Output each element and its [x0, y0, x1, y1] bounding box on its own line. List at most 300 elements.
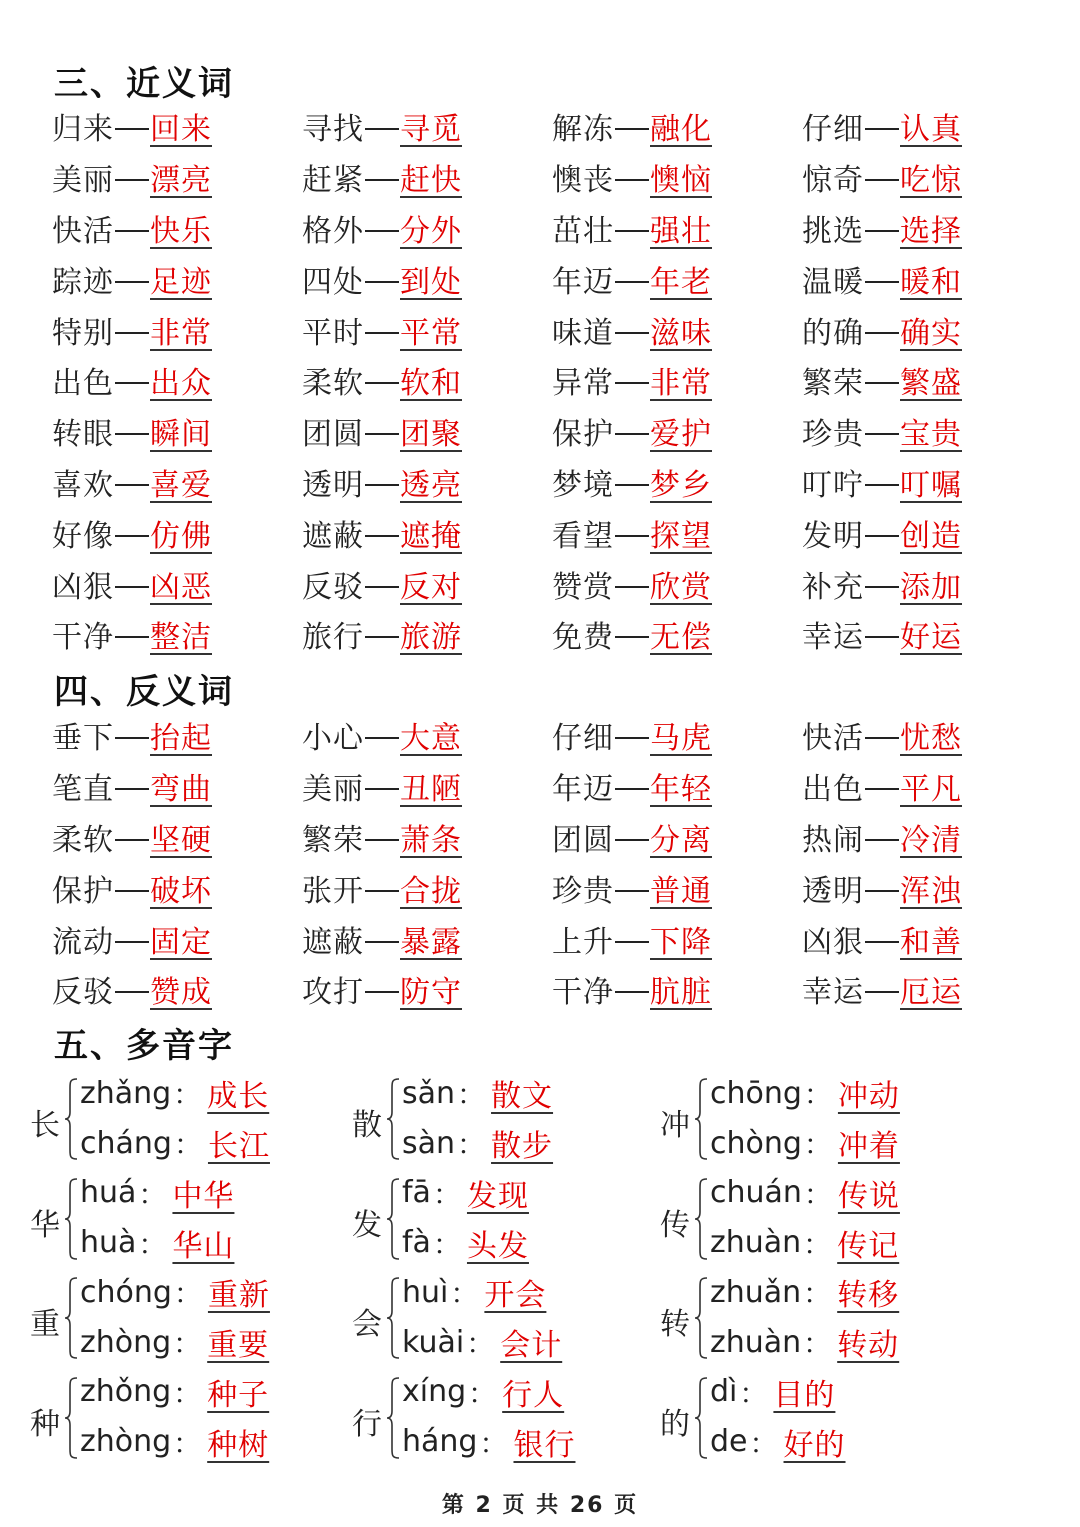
answer-word: 喜爱 [150, 467, 212, 503]
dash-separator [365, 535, 399, 537]
colon: ： [450, 1277, 479, 1310]
polyphone-reading [80, 1317, 269, 1367]
base-word: 透明 [302, 467, 364, 503]
answer-word: 梦乡 [650, 467, 712, 503]
dash-separator [615, 788, 649, 790]
polyphone-entry [30, 1369, 352, 1469]
polyphone-reading [80, 1267, 270, 1317]
polyphone-char: 种 [30, 1406, 60, 1442]
polyphone-entry [30, 1070, 352, 1170]
colon: ： [138, 1177, 167, 1211]
dash-separator [115, 941, 149, 943]
word-pair [52, 163, 302, 199]
pinyin: sǎn [402, 1075, 456, 1111]
polyphone-reading [402, 1417, 575, 1467]
answer-word: 繁盛 [900, 366, 962, 402]
dash-separator [615, 230, 649, 232]
answer-word: 非常 [150, 315, 212, 351]
base-word: 幸运 [802, 620, 864, 656]
word-pair [52, 366, 302, 402]
answer-word: 肮脏 [650, 975, 712, 1011]
colon: ： [803, 1177, 832, 1211]
base-word: 小心 [302, 721, 364, 757]
polyphone-reading [710, 1267, 899, 1317]
word-pair [552, 772, 802, 808]
pair-row [52, 511, 1052, 562]
example-word: 散步 [491, 1129, 554, 1164]
word-pair [802, 163, 1052, 199]
answer-word: 萧条 [400, 822, 462, 858]
word-pair [302, 112, 552, 148]
brace-icon [386, 1277, 400, 1359]
answer-word: 滋味 [650, 315, 712, 351]
colon: ： [173, 1327, 202, 1360]
word-pair [52, 772, 302, 808]
polyphone-entry [660, 1170, 1060, 1270]
pinyin: zhǒng [80, 1374, 172, 1409]
dash-separator [865, 535, 899, 537]
polyphone-entry [30, 1269, 352, 1369]
base-word: 反驳 [302, 569, 364, 605]
polyphone-reading [80, 1118, 270, 1168]
pinyin: chuán [710, 1175, 802, 1210]
colon: ： [173, 1376, 202, 1410]
brace-icon [694, 1178, 708, 1260]
word-pair [552, 417, 802, 453]
base-word: 异常 [552, 366, 614, 402]
answer-word: 爱护 [650, 417, 712, 453]
answer-word: 防守 [400, 975, 462, 1011]
dash-separator [615, 636, 649, 638]
answer-word: 遮掩 [400, 518, 462, 554]
polyphone-reading [80, 1218, 234, 1268]
word-pair [802, 721, 1052, 757]
brace-icon [64, 1277, 78, 1359]
answer-word: 懊恼 [650, 163, 712, 199]
answer-word: 寻觅 [400, 112, 462, 148]
polyphone-char: 长 [30, 1108, 60, 1143]
example-word: 冲动 [837, 1079, 900, 1114]
synonyms-list [52, 105, 1052, 664]
dash-separator [115, 230, 149, 232]
polyphone-reading [710, 1168, 900, 1218]
base-word: 寻找 [302, 112, 364, 148]
brace-icon [694, 1377, 708, 1459]
colon: ： [173, 1128, 202, 1161]
dash-separator [365, 382, 399, 384]
example-word: 重要 [207, 1328, 270, 1363]
base-word: 团圆 [552, 822, 614, 858]
word-pair [302, 417, 552, 453]
polyphone-char: 重 [30, 1307, 60, 1342]
pair-row [52, 562, 1052, 613]
word-pair [802, 620, 1052, 656]
word-pair [302, 975, 552, 1011]
base-word: 梦境 [552, 467, 614, 503]
pair-row [52, 308, 1052, 359]
answer-word: 固定 [150, 924, 212, 960]
answer-word: 仿佛 [150, 518, 212, 554]
answer-word: 旅游 [400, 620, 462, 656]
polyphone-char: 转 [660, 1307, 690, 1342]
answer-word: 回来 [150, 112, 212, 148]
polyphone-row [30, 1269, 1070, 1369]
word-pair [552, 822, 802, 858]
word-pair [52, 467, 302, 503]
dash-separator [865, 839, 899, 841]
word-pair [52, 721, 302, 757]
answer-word: 平凡 [900, 772, 962, 808]
word-pair [552, 721, 802, 757]
dash-separator [115, 128, 149, 130]
example-word: 华山 [172, 1228, 235, 1264]
base-word: 年迈 [552, 264, 614, 300]
dash-separator [615, 586, 649, 588]
polyphone-reading [710, 1068, 900, 1118]
dash-separator [365, 890, 399, 892]
base-word: 张开 [302, 873, 364, 909]
word-pair [802, 213, 1052, 249]
answer-word: 马虎 [650, 721, 712, 757]
word-pair [302, 924, 552, 960]
polyphone-entry [352, 1070, 660, 1170]
base-word: 年迈 [552, 772, 614, 808]
answer-word: 厄运 [900, 975, 962, 1011]
dash-separator [615, 433, 649, 435]
word-pair [302, 569, 552, 605]
base-word: 遮蔽 [302, 924, 364, 960]
antonyms-heading: 四、反义词 [54, 672, 234, 712]
base-word: 攻打 [302, 975, 364, 1011]
answer-word: 分外 [400, 213, 462, 249]
pair-row [52, 359, 1052, 410]
answer-word: 普通 [650, 873, 712, 909]
base-word: 凶狠 [52, 569, 114, 605]
pinyin: dì [710, 1374, 738, 1409]
dash-separator [865, 230, 899, 232]
pinyin: chōng [710, 1075, 802, 1111]
colon: ： [803, 1327, 832, 1360]
polyphone-char: 行 [352, 1406, 382, 1442]
word-pair [802, 417, 1052, 453]
answer-word: 暖和 [900, 264, 962, 300]
answer-word: 认真 [900, 112, 962, 148]
polyphone-reading [80, 1417, 269, 1467]
polyphone-entry [352, 1170, 660, 1270]
answer-word: 足迹 [150, 264, 212, 300]
colon: ： [457, 1128, 486, 1161]
pinyin: zhuǎn [710, 1274, 802, 1310]
word-pair [52, 620, 302, 656]
example-word: 中华 [172, 1178, 235, 1214]
word-pair [52, 822, 302, 858]
polyphone-char: 冲 [660, 1108, 690, 1143]
answer-word: 暴露 [400, 924, 462, 960]
brace-icon [386, 1178, 400, 1260]
base-word: 的确 [802, 315, 864, 351]
dash-separator [365, 332, 399, 334]
base-word: 幸运 [802, 975, 864, 1011]
answer-word: 大意 [400, 721, 462, 757]
example-word: 目的 [773, 1377, 836, 1413]
pair-row [52, 105, 1052, 156]
word-pair [302, 163, 552, 199]
pinyin: cháng [80, 1125, 172, 1161]
word-pair [802, 822, 1052, 858]
answer-word: 确实 [900, 315, 962, 351]
polyphone-char: 散 [352, 1108, 382, 1143]
dash-separator [615, 535, 649, 537]
polyphone-reading [710, 1317, 899, 1367]
colon: ： [739, 1376, 768, 1410]
polyphone-char: 传 [660, 1207, 690, 1243]
answer-word: 冷清 [900, 822, 962, 858]
polyphone-reading [80, 1168, 234, 1218]
word-pair [302, 264, 552, 300]
dash-separator [115, 839, 149, 841]
polyphones-heading: 五、多音字 [54, 1026, 234, 1066]
dash-separator [115, 535, 149, 537]
word-pair [302, 213, 552, 249]
polyphone-row [30, 1369, 1070, 1469]
word-pair [802, 264, 1052, 300]
dash-separator [615, 737, 649, 739]
answer-word: 赶快 [400, 163, 462, 199]
word-pair [52, 518, 302, 554]
dash-separator [365, 636, 399, 638]
polyphone-reading [402, 1367, 564, 1417]
dash-separator [865, 179, 899, 181]
base-word: 惊奇 [802, 163, 864, 199]
answer-word: 抬起 [150, 721, 212, 757]
word-pair [802, 975, 1052, 1011]
word-pair [802, 873, 1052, 909]
answer-word: 无偿 [650, 620, 712, 656]
polyphone-entry [352, 1369, 660, 1469]
word-pair [552, 518, 802, 554]
answer-word: 非常 [650, 366, 712, 402]
pinyin: háng [402, 1424, 478, 1459]
base-word: 免费 [552, 620, 614, 656]
dash-separator [865, 890, 899, 892]
dash-separator [115, 788, 149, 790]
base-word: 遮蔽 [302, 518, 364, 554]
base-word: 凶狠 [802, 924, 864, 960]
colon: ： [173, 1277, 202, 1310]
word-pair [302, 366, 552, 402]
word-pair [552, 924, 802, 960]
word-pair [802, 366, 1052, 402]
word-pair [52, 569, 302, 605]
dash-separator [615, 128, 649, 130]
answer-word: 融化 [650, 112, 712, 148]
pinyin: fā [402, 1175, 431, 1210]
word-pair [802, 772, 1052, 808]
pinyin: sàn [402, 1125, 456, 1161]
example-word: 头发 [466, 1228, 529, 1264]
word-pair [802, 315, 1052, 351]
answer-word: 选择 [900, 213, 962, 249]
polyphone-reading [710, 1417, 846, 1467]
word-pair [552, 213, 802, 249]
word-pair [52, 213, 302, 249]
dash-separator [865, 788, 899, 790]
dash-separator [865, 281, 899, 283]
answer-word: 下降 [650, 924, 712, 960]
base-word: 味道 [552, 315, 614, 351]
base-word: 笔直 [52, 772, 114, 808]
dash-separator [615, 890, 649, 892]
pinyin: zhuàn [710, 1324, 802, 1360]
answer-word: 团聚 [400, 417, 462, 453]
dash-separator [865, 484, 899, 486]
pair-row [52, 968, 1052, 1019]
word-pair [52, 417, 302, 453]
polyphone-char: 会 [352, 1307, 382, 1342]
dash-separator [615, 484, 649, 486]
word-pair [302, 315, 552, 351]
base-word: 格外 [302, 213, 364, 249]
pinyin: zhòng [80, 1424, 172, 1459]
base-word: 透明 [802, 873, 864, 909]
word-pair [802, 569, 1052, 605]
pinyin: zhuàn [710, 1225, 802, 1260]
example-word: 长江 [207, 1129, 270, 1164]
example-word: 种子 [207, 1377, 270, 1413]
answer-word: 创造 [900, 518, 962, 554]
polyphone-reading [402, 1218, 529, 1268]
example-word: 散文 [491, 1079, 554, 1114]
colon: ： [432, 1177, 461, 1211]
base-word: 发明 [802, 518, 864, 554]
answer-word: 忧愁 [900, 721, 962, 757]
base-word: 出色 [802, 772, 864, 808]
polyphone-entry [352, 1269, 660, 1369]
base-word: 保护 [552, 417, 614, 453]
base-word: 柔软 [52, 822, 114, 858]
answer-word: 破坏 [150, 873, 212, 909]
polyphone-entry [660, 1269, 1060, 1369]
word-pair [302, 518, 552, 554]
colon: ： [457, 1078, 486, 1111]
base-word: 珍贵 [552, 873, 614, 909]
example-word: 好的 [783, 1427, 846, 1463]
dash-separator [615, 941, 649, 943]
polyphone-reading [80, 1367, 269, 1417]
dash-separator [115, 484, 149, 486]
polyphone-char: 华 [30, 1207, 60, 1243]
dash-separator [115, 636, 149, 638]
answer-word: 年老 [650, 264, 712, 300]
answer-word: 探望 [650, 518, 712, 554]
base-word: 好像 [52, 518, 114, 554]
word-pair [802, 924, 1052, 960]
polyphone-reading [402, 1068, 553, 1118]
base-word: 踪迹 [52, 264, 114, 300]
polyphone-reading [710, 1218, 899, 1268]
brace-icon [694, 1078, 708, 1160]
base-word: 柔软 [302, 366, 364, 402]
word-pair [802, 112, 1052, 148]
word-pair [552, 112, 802, 148]
base-word: 团圆 [302, 417, 364, 453]
base-word: 快活 [52, 213, 114, 249]
synonyms-heading: 三、近义词 [54, 64, 234, 104]
brace-icon [386, 1377, 400, 1459]
brace-icon [386, 1078, 400, 1160]
base-word: 保护 [52, 873, 114, 909]
answer-word: 瞬间 [150, 417, 212, 453]
base-word: 繁荣 [302, 822, 364, 858]
dash-separator [865, 636, 899, 638]
dash-separator [365, 179, 399, 181]
word-pair [302, 721, 552, 757]
colon: ： [749, 1426, 778, 1460]
answer-word: 凶恶 [150, 569, 212, 605]
example-word: 开会 [484, 1278, 547, 1313]
dash-separator [865, 433, 899, 435]
polyphone-entry [30, 1170, 352, 1270]
dash-separator [615, 839, 649, 841]
answer-word: 好运 [900, 620, 962, 656]
base-word: 补充 [802, 569, 864, 605]
word-pair [552, 366, 802, 402]
word-pair [802, 518, 1052, 554]
word-pair [302, 467, 552, 503]
example-word: 成长 [207, 1079, 270, 1114]
example-word: 发现 [466, 1178, 529, 1214]
base-word: 茁壮 [552, 213, 614, 249]
dash-separator [115, 382, 149, 384]
answer-word: 坚硬 [150, 822, 212, 858]
base-word: 归来 [52, 112, 114, 148]
word-pair [552, 467, 802, 503]
word-pair [52, 264, 302, 300]
polyphone-char: 的 [660, 1406, 690, 1442]
word-pair [552, 264, 802, 300]
base-word: 繁荣 [802, 366, 864, 402]
answer-word: 年轻 [650, 772, 712, 808]
pinyin: kuài [402, 1324, 465, 1360]
answer-word: 合拢 [400, 873, 462, 909]
base-word: 平时 [302, 315, 364, 351]
base-word: 转眼 [52, 417, 114, 453]
pair-row [52, 866, 1052, 917]
base-word: 美丽 [302, 772, 364, 808]
polyphone-reading [710, 1367, 835, 1417]
example-word: 会计 [500, 1328, 563, 1363]
dash-separator [615, 332, 649, 334]
example-word: 重新 [207, 1278, 270, 1313]
polyphone-entry [660, 1070, 1060, 1170]
base-word: 懊丧 [552, 163, 614, 199]
dash-separator [615, 281, 649, 283]
answer-word: 赞成 [150, 975, 212, 1011]
pair-row [52, 461, 1052, 512]
base-word: 干净 [52, 620, 114, 656]
brace-icon [64, 1078, 78, 1160]
base-word: 热闹 [802, 822, 864, 858]
page-footer: 第 2 页 共 26 页 [441, 1493, 639, 1518]
base-word: 旅行 [302, 620, 364, 656]
dash-separator [365, 941, 399, 943]
dash-separator [115, 991, 149, 993]
dash-separator [365, 991, 399, 993]
dash-separator [115, 179, 149, 181]
base-word: 快活 [802, 721, 864, 757]
word-pair [52, 112, 302, 148]
base-word: 上升 [552, 924, 614, 960]
